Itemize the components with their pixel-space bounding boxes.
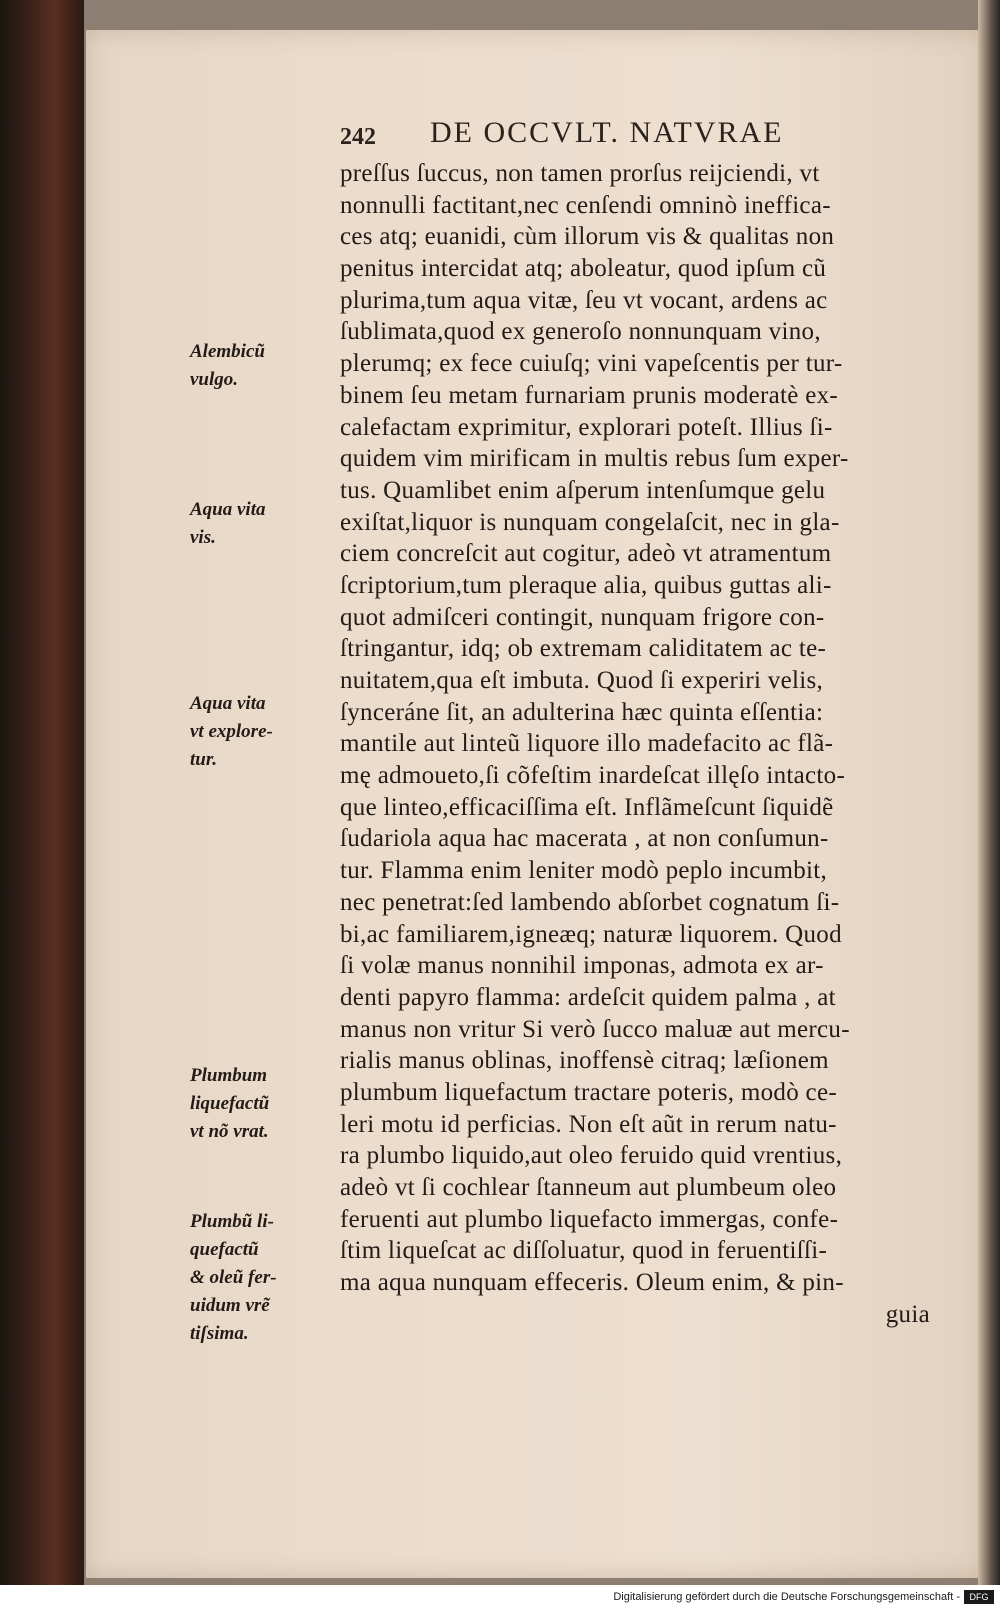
running-title: DE OCCVLT. NATVRAE [430, 116, 784, 149]
marginal-note: Plumbum liquefactũ vt nõ vrat. [190, 1065, 270, 1142]
text-line: que linteo,efficaciſſima eſt. Inflãmeſcunt ſiquidẽ [340, 793, 834, 821]
marginal-note: Plumbũ li- quefactũ & oleũ fer- uidum vrẽ tiſsima. [190, 1211, 277, 1344]
text-line: ſudariola aqua hac macerata , at non conſumun- [340, 825, 829, 853]
text-line: ces atq; euanidi, cùm illorum vis & qualitas non [340, 223, 835, 251]
text-line: leri motu id perficias. Non eſt aũt in rerum natu- [340, 1110, 837, 1138]
catchword: guia [885, 1300, 930, 1328]
page-edge-shadow [978, 0, 1000, 1585]
text-line: bi,ac familiarem,igneæq; naturæ liquorem. Quod [340, 920, 842, 948]
text-line: mantile aut linteũ liquore illo madefacito ac flã- [340, 730, 834, 758]
text-line: tus. Quamlibet enim aſperum intenſumque gelu [340, 476, 826, 504]
text-line: ſynceráne ſit, an adulterina hæc quinta eſſentia: [340, 698, 824, 726]
text-line: tur. Flamma enim leniter modò peplo incumbit, [340, 857, 828, 885]
text-line: quot admiſceri contingit, nunquam frigore con- [340, 603, 825, 631]
text-line: nuitatem,qua eſt imbuta. Quod ſi experiri velis, [340, 667, 824, 694]
marginal-note: Alembicũ vulgo. [190, 341, 265, 390]
text-line: calefactam exprimitur, explorari poteſt. Illius ſi- [340, 413, 833, 441]
text-line: plurima,tum aqua vitæ, ſeu vt vocant, ardens ac [340, 286, 828, 314]
page-number: 242 [340, 124, 376, 150]
text-line: nec penetrat:ſed lambendo abſorbet cognatum ſi- [340, 888, 840, 916]
text-line: preſſus ſuccus, non tamen prorſus reijciendi, vt [340, 160, 820, 187]
text-line: denti papyro flamma: ardeſcit quidem palma , at [340, 983, 836, 1011]
text-line: penitus intercidat atq; aboleatur, quod ipſum cũ [340, 255, 827, 283]
text-line: ſtim liqueſcat ac diſſoluatur, quod in feruentiſſi- [340, 1237, 828, 1265]
text-line: ſublimata,quod ex generoſo nonnunquam vino, [340, 318, 821, 346]
page-header [330, 116, 890, 156]
text-line: ra plumbo liquido,aut oleo feruido quid vrentius, [340, 1142, 843, 1170]
text-line: ma aqua nunquam effeceris. Oleum enim, & pin- [340, 1269, 844, 1297]
text-line: rialis manus oblinas, inoffensè citraq; læſionem [340, 1047, 829, 1075]
text-line: adeò vt ſi cochlear ſtanneum aut plumbeum oleo [340, 1174, 837, 1201]
marginal-note: Aqua vita vt explore- tur. [190, 693, 273, 770]
text-line: ciem concreſcit aut cogitur, adeò vt atramentum [340, 540, 832, 568]
marginal-note: Aqua vita vis. [190, 499, 266, 548]
text-line: feruenti aut plumbo liquefacto immergas, confe- [340, 1205, 839, 1233]
footer-bar [0, 1588, 1000, 1607]
text-line: plerumq; ex fece cuiuſq; vini vapeſcentis per tur- [340, 350, 843, 378]
dfg-logo: DFG [964, 1590, 994, 1604]
text-line: plumbum liquefactum tractare poteris, modò ce- [340, 1078, 837, 1106]
text-line: ſcriptorium,tum pleraque alia, quibus guttas ali- [340, 571, 832, 599]
footer-credit: Digitalisierung gefördert durch die Deutsche Forschungsgemeinschaft - [613, 1591, 960, 1603]
text-line: ſtringantur, idq; ob extremam caliditatem ac te- [340, 635, 827, 663]
text-line: nonnulli factitant,nec cenſendi omninò ineffica- [340, 191, 831, 219]
text-line: binem ſeu metam furnariam prunis moderatè ex- [340, 381, 839, 409]
text-line: exiſtat,liquor is nunquam congelaſcit, nec in gla- [340, 508, 840, 536]
text-line: ſi volæ manus nonnihil imponas, admota ex ar- [340, 952, 824, 980]
text-line: manus non vritur Si verò ſucco maluæ aut mercu- [340, 1015, 850, 1043]
text-line: mę admoueto,ſi cõfeſtim inardeſcat illęſo intacto- [340, 762, 846, 790]
book-binding [0, 0, 84, 1585]
text-line: quidem vim mirificam in multis rebus ſum exper- [340, 445, 849, 473]
body-text [340, 158, 970, 1330]
